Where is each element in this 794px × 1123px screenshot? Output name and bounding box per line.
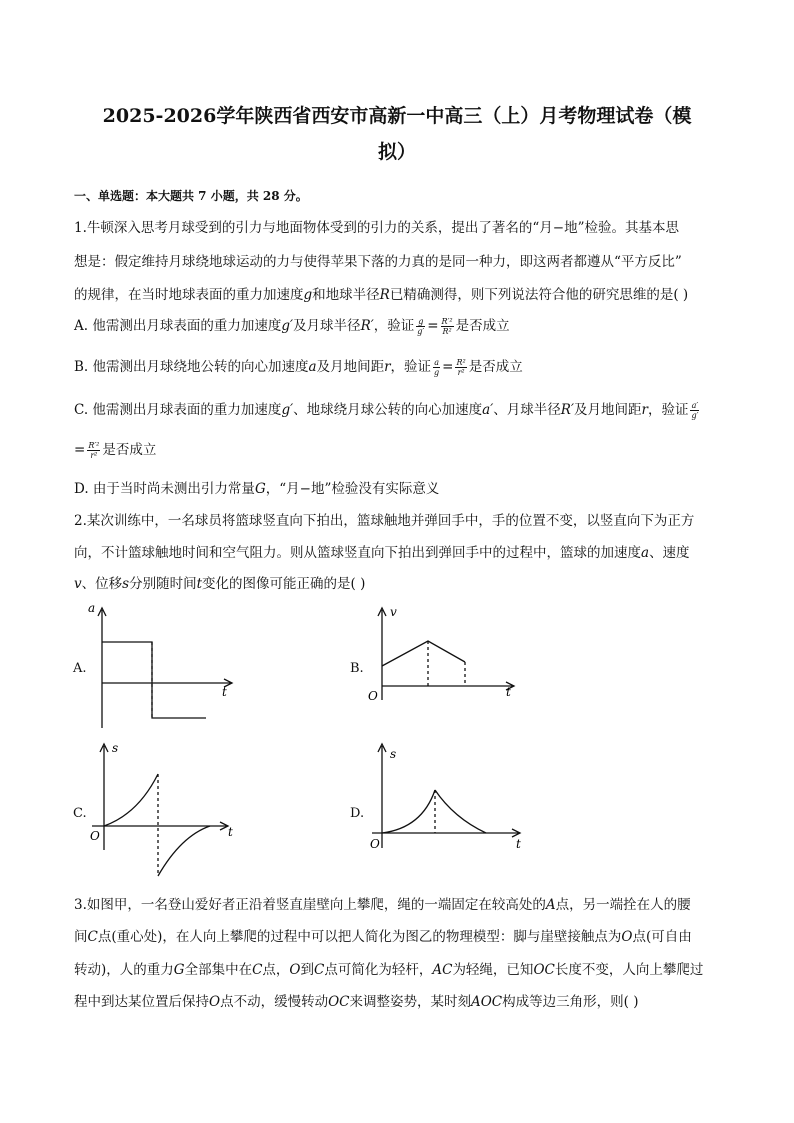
text: ，验证 bbox=[390, 359, 432, 375]
title-line-1: 2025-2026学年陕西省西安市高新一中高三（上）月考物理试卷（模 bbox=[102, 105, 692, 127]
text: 3.如图甲，一名登山爱好者正沿着竖直崖壁向上攀爬，绳的一端固定在较高处的 bbox=[74, 897, 546, 913]
numerator: R′² bbox=[88, 441, 100, 450]
text: 间 bbox=[74, 929, 88, 945]
velocity-curve bbox=[382, 641, 465, 666]
math-symbol: C bbox=[87, 929, 98, 945]
text: 向，不计篮球触地时间和空气阻力。则从篮球竖直向下拍出到弹回手中的过程中，篮球的加速度 bbox=[74, 545, 641, 561]
graph-a bbox=[84, 600, 254, 730]
y-axis-label: a bbox=[88, 601, 96, 615]
text: 已精确测得，则下列说法符合他的研究思维的是( ) bbox=[389, 287, 689, 303]
numerator: R′² bbox=[441, 317, 453, 326]
text: 变化的图像可能正确的是( ) bbox=[202, 576, 366, 592]
text: 点(可自由 bbox=[632, 929, 692, 945]
q1-option-b bbox=[74, 355, 523, 377]
text: 及月地间距 bbox=[574, 402, 642, 418]
fraction bbox=[690, 401, 699, 420]
fraction bbox=[416, 317, 425, 336]
displacement-curve-up bbox=[158, 826, 210, 876]
math-symbol: r bbox=[641, 402, 648, 418]
math-symbol: G bbox=[254, 481, 266, 497]
fraction bbox=[455, 358, 466, 377]
text: 分别随时间 bbox=[129, 576, 197, 592]
graph-b bbox=[364, 600, 534, 705]
math-symbol: g′ bbox=[281, 402, 294, 418]
graph-c bbox=[86, 740, 246, 880]
math-symbol: g bbox=[303, 287, 313, 303]
q1-option-d bbox=[74, 477, 439, 497]
math-symbol: v bbox=[74, 576, 82, 592]
text: 来调整姿势，某时刻 bbox=[349, 994, 471, 1010]
origin-label: O bbox=[90, 829, 100, 843]
x-axis-label: t bbox=[506, 685, 511, 699]
section-heading: 一、单选题：本大题共 7 小题，共 28 分。 bbox=[74, 189, 308, 203]
math-symbol: a bbox=[308, 359, 317, 375]
x-axis-label: t bbox=[228, 825, 233, 839]
q1-stem-line-3 bbox=[74, 283, 688, 303]
text: ，“月−地”检验没有实际意义 bbox=[265, 481, 440, 497]
math-symbol: O bbox=[209, 994, 221, 1010]
text: ，验证 bbox=[373, 318, 415, 334]
math-symbol: a bbox=[641, 545, 650, 561]
math-symbol: C bbox=[314, 962, 325, 978]
y-axis-label: s bbox=[112, 741, 119, 755]
math-symbol: t bbox=[196, 576, 203, 592]
math-symbol: A bbox=[545, 897, 556, 913]
math-symbol: O bbox=[621, 929, 633, 945]
q1-stem-line-1: 1.牛顿深入思考月球受到的引力与地面物体受到的引力的关系，提出了著名的“月−地”检验。其基本思 bbox=[74, 220, 679, 236]
text: 是否成立 bbox=[455, 318, 510, 334]
text: 及月球半径 bbox=[293, 318, 361, 334]
math-symbol: R′ bbox=[360, 318, 374, 334]
text: 全部集中在 bbox=[184, 962, 253, 978]
graph-c-label: C. bbox=[73, 806, 87, 821]
text: B. 他需测出月球绕地公转的向心加速度 bbox=[74, 359, 309, 375]
text: 的规律，在当时地球表面的重力加速度 bbox=[74, 287, 304, 303]
x-axis-label: t bbox=[516, 837, 521, 851]
q1-stem-line-2: 想是：假定维持月球绕地球运动的力与使得苹果下落的力真的是同一种力，即这两者都遵从“平方反比” bbox=[74, 254, 682, 270]
acceleration-curve bbox=[102, 642, 206, 718]
q2-stem-line-1: 2.某次训练中，一名球员将篮球竖直向下拍出，篮球触地并弹回手中，手的位置不变，以竖直向下为正方 bbox=[74, 513, 695, 529]
q1-option-c bbox=[74, 398, 701, 420]
x-axis-label: t bbox=[222, 685, 227, 699]
q3-line-3 bbox=[74, 958, 703, 978]
denominator: R² bbox=[442, 327, 452, 336]
graph-d-label: D. bbox=[350, 806, 365, 821]
numerator: g bbox=[418, 317, 424, 326]
denominator: r² bbox=[457, 368, 465, 377]
origin-label: O bbox=[370, 837, 380, 851]
math-symbol: R′ bbox=[560, 402, 575, 418]
math-symbol: C bbox=[252, 962, 263, 978]
q1-option-a bbox=[74, 314, 510, 336]
text: 和地球半径 bbox=[312, 287, 380, 303]
fraction bbox=[433, 358, 440, 377]
text: 为轻绳，已知 bbox=[452, 962, 534, 978]
fraction bbox=[441, 317, 454, 336]
denominator: r² bbox=[90, 451, 98, 460]
q2-stem-line-3 bbox=[74, 572, 365, 592]
math-symbol: s bbox=[122, 576, 130, 592]
text: C. 他需测出月球表面的重力加速度 bbox=[74, 402, 282, 418]
text: 、位移 bbox=[81, 576, 123, 592]
equals-sign: = bbox=[442, 359, 454, 375]
text: 点可简化为轻杆， bbox=[324, 962, 433, 978]
math-symbol: OC bbox=[328, 994, 350, 1010]
math-symbol: r bbox=[384, 359, 391, 375]
text: 、速度 bbox=[649, 545, 690, 561]
numerator: a′ bbox=[691, 401, 699, 410]
equals-sign: = bbox=[427, 318, 439, 334]
text: ，验证 bbox=[647, 402, 689, 418]
q1-option-c-continued bbox=[74, 438, 156, 460]
text: 点不动，缓慢转动 bbox=[220, 994, 329, 1010]
math-symbol: O bbox=[289, 962, 301, 978]
text: 、地球绕月球公转的向心加速度 bbox=[293, 402, 483, 418]
denominator: g bbox=[434, 368, 440, 377]
text: 程中到达某位置后保持 bbox=[74, 994, 209, 1010]
title-line-2: 拟） bbox=[377, 141, 416, 163]
q3-line-1 bbox=[74, 893, 691, 913]
math-symbol: G bbox=[173, 962, 185, 978]
text: A. 他需测出月球表面的重力加速度 bbox=[74, 318, 282, 334]
math-symbol: OC bbox=[533, 962, 555, 978]
fraction bbox=[87, 441, 100, 460]
text: 构成等边三角形，则( ) bbox=[502, 994, 639, 1010]
graph-b-label: B. bbox=[350, 661, 364, 676]
text: 点(重心处)，在人向上攀爬的过程中可以把人简化为图乙的物理模型：脚与崖壁接触点为 bbox=[97, 929, 622, 945]
text: 长度不变，人向上攀爬过 bbox=[554, 962, 704, 978]
displacement-curve-back bbox=[435, 790, 486, 833]
math-symbol: g′ bbox=[281, 318, 294, 334]
text: 及月地间距 bbox=[316, 359, 385, 375]
displacement-curve-out bbox=[382, 790, 435, 833]
text: 点，另一端拴在人的腰 bbox=[555, 897, 691, 913]
text: 到 bbox=[300, 962, 314, 978]
displacement-curve-down bbox=[104, 774, 158, 826]
denominator: g′ bbox=[691, 411, 699, 420]
q3-line-4 bbox=[74, 990, 638, 1010]
math-symbol: AOC bbox=[470, 994, 503, 1010]
math-symbol: AC bbox=[432, 962, 453, 978]
text: 、月球半径 bbox=[493, 402, 561, 418]
y-axis-label: s bbox=[390, 747, 397, 761]
text: 点， bbox=[262, 962, 290, 978]
equals-sign: = bbox=[74, 442, 86, 458]
numerator: a bbox=[434, 358, 439, 367]
math-symbol: R bbox=[379, 287, 390, 303]
graph-a-label: A. bbox=[73, 661, 87, 676]
math-symbol: a′ bbox=[482, 402, 494, 418]
text: 转动)，人的重力 bbox=[74, 962, 174, 978]
numerator: R² bbox=[456, 358, 466, 367]
q2-stem-line-2 bbox=[74, 541, 690, 561]
page-title bbox=[60, 98, 734, 170]
text: D. 由于当时尚未测出引力常量 bbox=[74, 481, 255, 497]
text: 是否成立 bbox=[102, 442, 157, 458]
origin-label: O bbox=[368, 689, 378, 703]
denominator: g′ bbox=[417, 327, 425, 336]
q3-line-2 bbox=[74, 925, 692, 945]
y-axis-label: v bbox=[390, 605, 397, 619]
graph-d bbox=[364, 740, 534, 860]
text: 是否成立 bbox=[468, 359, 523, 375]
